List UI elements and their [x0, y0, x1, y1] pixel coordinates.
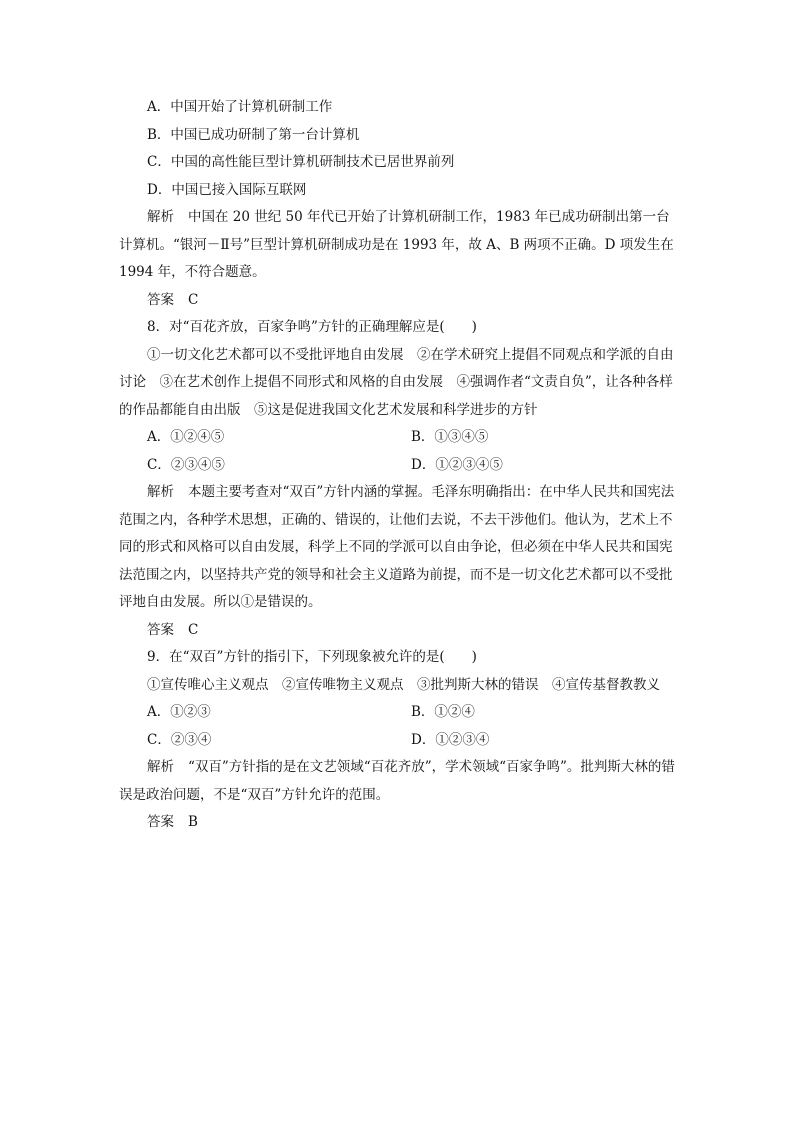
q8-option-c: C．②③④⑤	[147, 456, 225, 473]
q9-option-c: C．②③④	[147, 731, 212, 748]
q9-option-d: D．①②③④	[411, 731, 490, 748]
q8-analysis	[119, 479, 675, 617]
q9-statements: ①宣传唯心主义观点 ②宣传唯物主义观点 ③批判斯大林的错误 ④宣传基督教教义	[147, 676, 660, 693]
document-body	[119, 94, 675, 837]
q7-answer-label: 答案	[147, 291, 174, 308]
q7-analysis	[119, 204, 675, 287]
q9-answer	[119, 809, 675, 837]
q8-analysis-label: 解析	[147, 484, 174, 500]
q7-answer	[119, 287, 675, 315]
q7-answer-value: C	[188, 291, 199, 308]
q7-analysis-text: 中国在 20 世纪 50 年代已开始了计算机研制工作，1983 年已成功研制出第一台计算机。“银河－Ⅱ号”巨型计算机研制成功是在 1993 年，故 A、B 两项不正确。D 项发生在 1994 年，不符合题意。	[119, 209, 674, 280]
q9-analysis-text: “双百”方针指的是在文艺领域“百花齐放”，学术领域“百家争鸣”。批判斯大林的错误是政治问题，不是“双百”方针允许的范围。	[119, 759, 675, 803]
q7-option-b: B．中国已成功研制了第一台计算机	[147, 126, 360, 143]
q8-question: 8．对“百花齐放，百家争鸣”方针的正确理解应是( )	[147, 319, 477, 335]
q9-option-b: B．①②④	[411, 704, 475, 720]
q9-option-a: A．①②③	[147, 704, 211, 720]
q8-analysis-text: 本题主要考查对“双百”方针内涵的掌握。毛泽东明确指出：在中华人民共和国宪法范围之内，各种学术思想，正确的、错误的，让他们去说，不去干涉他们。他认为，艺术上不同的形式和风格可以自由发展，科学上不同的学派可以自由争论，但必须在中华人民共和国宪法范围之内，以坚持共产党的领导和社会主义道路为前提，而不是一切文化艺术都可以不受批评地自由发展。所以①是错误的。	[119, 484, 675, 610]
q8-answer-value: C	[188, 621, 199, 638]
q8-options-row-2	[119, 452, 675, 480]
q9-question: 9．在“双百”方针的指引下，下列现象被允许的是( )	[147, 649, 477, 665]
q8-option-a: A．①②④⑤	[147, 429, 225, 445]
q9-options-row-2	[119, 727, 675, 755]
q9-answer-value: B	[188, 814, 198, 830]
q7-option-d: D．中国已接入国际互联网	[147, 181, 307, 198]
q8-option-b: B．①③④⑤	[411, 429, 489, 445]
q9-analysis-label: 解析	[147, 759, 174, 775]
q8-answer	[119, 617, 675, 645]
q8-options-row-1	[119, 424, 675, 452]
q8-option-d: D．①②③④⑤	[411, 456, 503, 473]
q9-answer-label: 答案	[147, 814, 174, 830]
q8-statements: ①一切文化艺术都可以不受批评地自由发展 ②在学术研究上提倡不同观点和学派的自由讨论 ③在艺术创作上提倡不同形式和风格的自由发展 ④强调作者“文责自负”，让各种各样的作品都能自由出版 ⑤这是促进我国文化艺术发展和科学进步的方针	[119, 346, 674, 418]
q7-option-c: C．中国的高性能巨型计算机研制技术已居世界前列	[147, 154, 455, 170]
q9-options-row-1	[119, 699, 675, 727]
q7-option-a: A．中国开始了计算机研制工作	[147, 99, 333, 115]
q8-answer-label: 答案	[147, 621, 174, 638]
q7-analysis-label: 解析	[147, 209, 174, 225]
q9-analysis	[119, 754, 675, 809]
